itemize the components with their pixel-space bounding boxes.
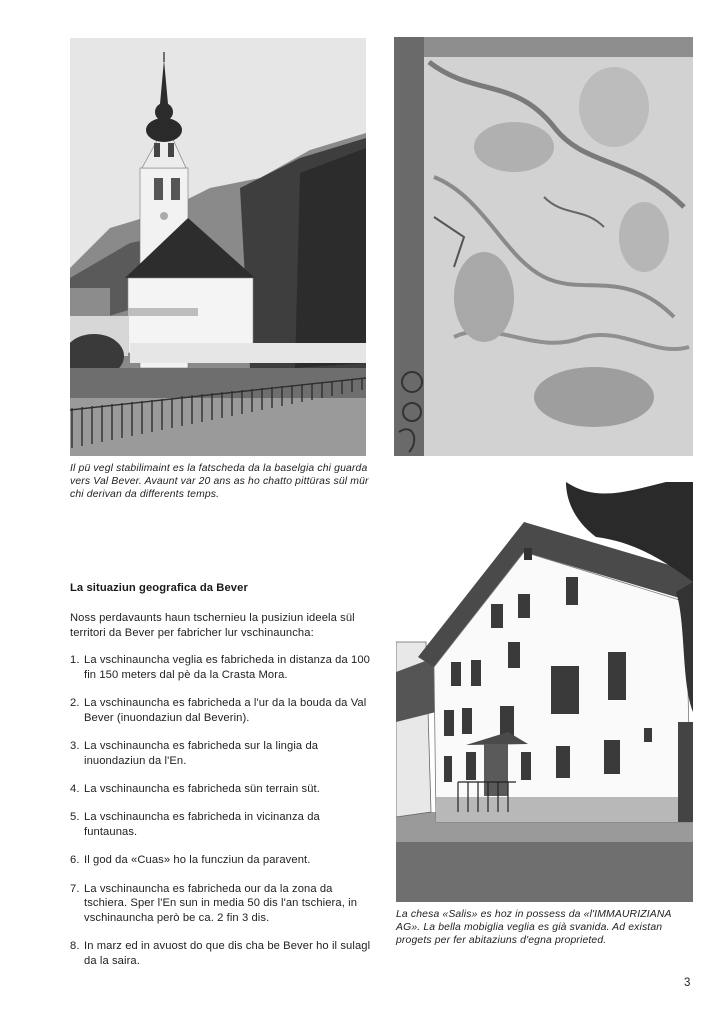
list-item-number: 5. [70,811,80,824]
list-item [70,939,374,968]
section-intro: Noss perdavaunts haun tschernieu la pusiziun ideela sül territori da Bever per fabricher lur vschinauncha: [70,612,355,639]
list-item-text: Il god da «Cuas» ho la funcziun da paravent. [84,854,311,867]
page-number: 3 [684,977,691,989]
list-item [70,739,374,768]
list-item-number: 2. [70,696,80,709]
list-item [70,653,374,682]
church-photo [70,38,366,456]
list-item-number: 7. [70,882,80,895]
list-item-text: In marz ed in avuost do que dis cha be Bever ho il sulagl da la saira. [84,940,371,967]
list-item-text: La vschinauncha es fabricheda sün terrain süt. [84,782,320,795]
house-photo [396,482,693,902]
list-item-text: La vschinauncha es fabricheda a l'ur da la bouda da Val Bever (inuondaziun dal Beverin). [84,696,367,724]
list-item-number: 8. [70,940,80,953]
church-caption: Il pü vegl stabilimaint es la fatscheda da la baselgia chi guarda vers Val Bever. Avaunt var 20 ans as ho chatto pittüras sül mür chi derivan da differents temps. [70,463,369,501]
house-caption: La chesa «Salis» es hoz in possess da «l'IMMAURIZIANA AG». La bella mobiglia veglia es già svanida. Ad existan progets per fer abitaziuns d'egna proprieted. [396,909,672,947]
list-item [70,882,374,926]
list-item [70,782,374,797]
list-item-text: La vschinauncha es fabricheda in vicinanza da funtaunas. [84,811,320,838]
location-reasons-list [70,653,374,982]
list-item [70,853,374,868]
list-item-text: La vschinauncha veglia es fabricheda in distanza da 100 fin 150 meters dal pè da la Crasta Mora. [84,654,371,681]
section-heading: La situaziun geografica da Bever [70,582,248,594]
list-item-text: La vschinauncha es fabricheda our da la zona da tschiera. Sper l'En sun in media 50 dis l'an tschiera, in vschinauncha però be ca. 2 fin 3 dis. [84,882,358,924]
list-item-number: 6. [70,854,80,867]
fresco-photo [394,37,693,456]
list-item-number: 1. [70,654,80,666]
list-item-number: 4. [70,782,80,795]
list-item [70,810,374,839]
list-item [70,696,374,725]
list-item-number: 3. [70,739,80,752]
list-item-text: La vschinauncha es fabricheda sur la lingia da inuondaziun da l'En. [84,739,319,767]
